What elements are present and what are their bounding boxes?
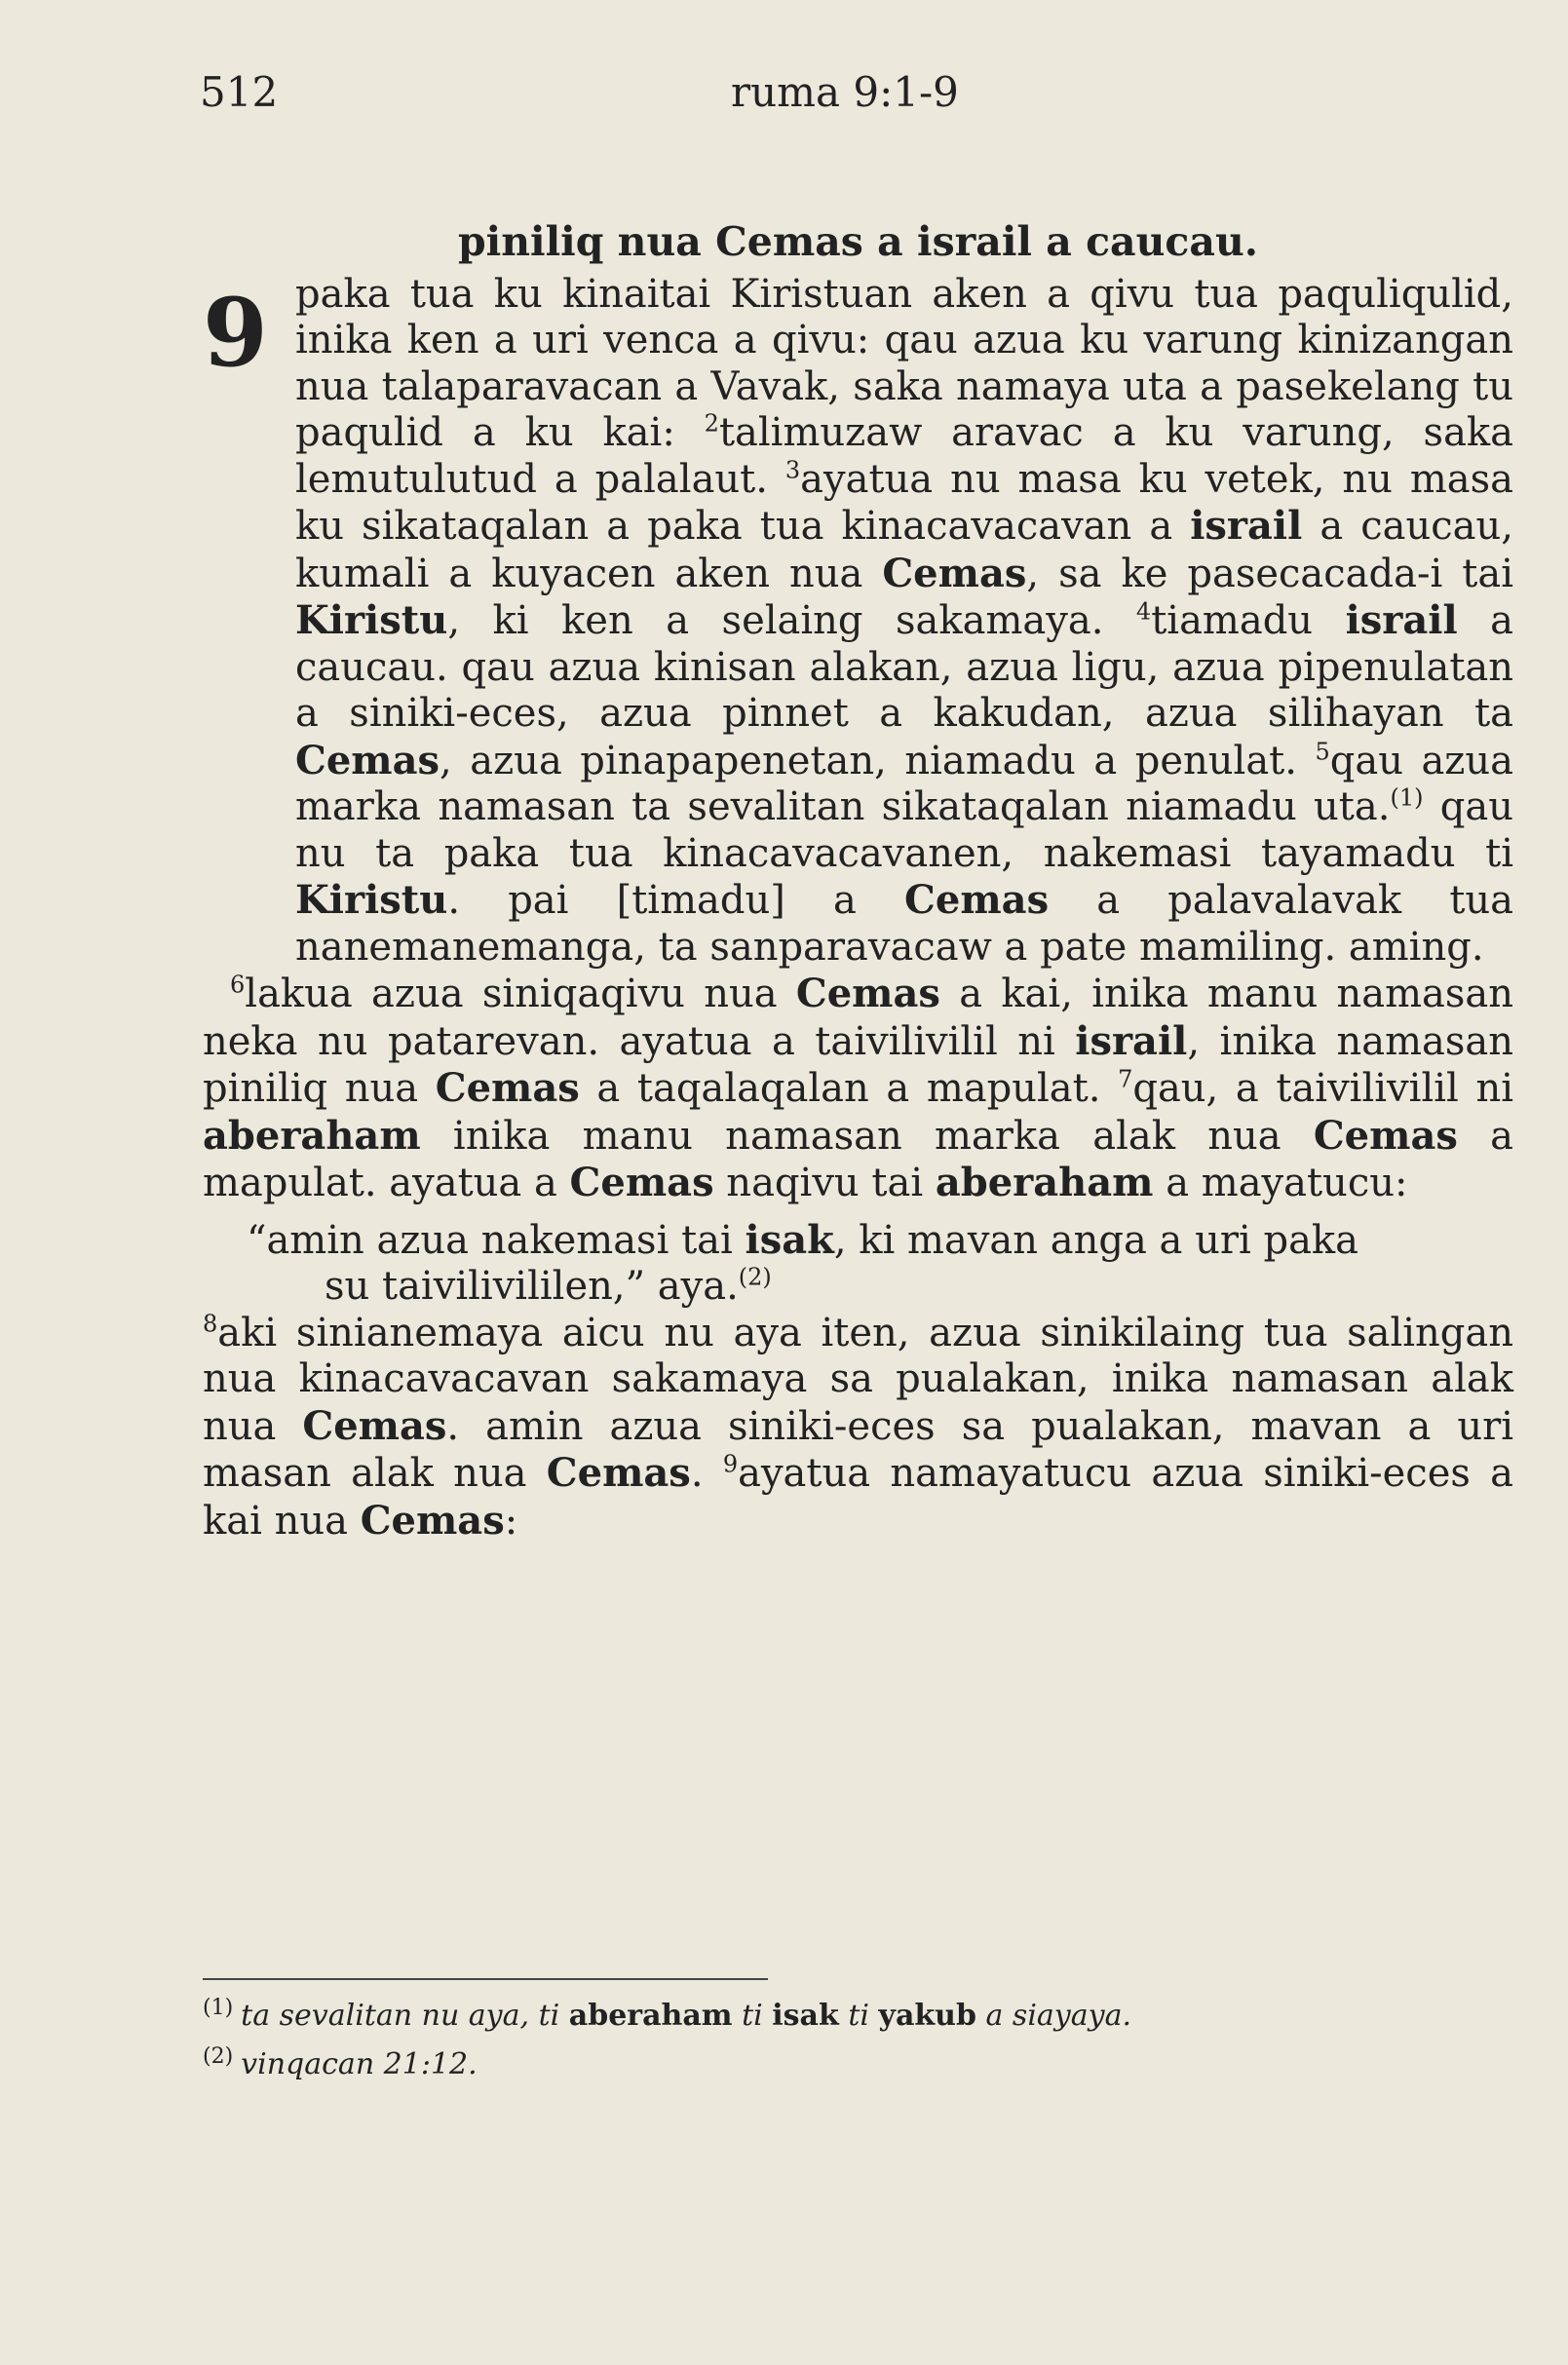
- footnotes: [203, 1978, 1372, 2085]
- verse-number: 3: [784, 456, 801, 484]
- body-text: [203, 219, 1513, 1545]
- paragraph-1: paka tua ku kinaitai Kiristuan aken a qivu tua paquliqulid, inika ken a uri venca a qivu: qau azua ku varung kinizangan nua talaparavacan a Vavak, saka namaya uta a pasekelang tu paqulid a ku kai: $^2$talimuzaw aravac a ku varung, saka lemutulutud a palalaut. $^3$ayatua nu masa ku vetek, nu masa ku sikataqalan a paka tua kinacavacavan a israil a caucau, kumali a kuyacen aken nua Cemas, sa ke pasecacada-i tai Kiristu, ki ken a selaing sakamaya. $^4$tiamadu israil a caucau. qau azua kinisan alakan, azua ligu, azua pipenulatan a siniki-eces, azua pinnet a kakudan, azua silihayan ta Cemas, azua pinapapenetan, niamadu a penulat. $^5$qau azua marka namasan ta sevalitan sikataqalan niamadu uta.$^{(1)}$ qau nu ta paka tua kinacavacavanen, nakemasi tayamadu ti Kiristu. pai [timadu] a Cemas a palavalavak tua nanemanemanga, ta sanparavacaw a pate mamiling. aming.: [295, 271, 1514, 970]
- chapter-block: [203, 272, 1513, 972]
- page-number: 512: [200, 68, 279, 116]
- quotation: “amin azua nakemasi tai isak, ki mavan anga a uri paka su taivilivililen,” aya.$^{(2)}$: [247, 1216, 1359, 1309]
- footnote-marker[interactable]: (2): [738, 1263, 772, 1291]
- footnote-divider: [203, 1978, 768, 1980]
- paragraph-2: $^6$lakua azua siniqaqivu nua Cemas a kai, inika manu namasan neka nu patarevan. ayatua a taivilivilil ni israil, inika namasan piniliq nua Cemas a taqalaqalan a mapulat. $^7$qau, a taivilivilil ni aberaham inika manu namasan marka alak nua Cemas a mapulat. ayatua a Cemas naqivu tai aberaham a mayatucu:: [203, 971, 1514, 1205]
- paragraph-3: $^8$aki sinianemaya aicu nu aya iten, azua sinikilaing tua salingan nua kinacavacavan sakamaya sa pualakan, inika namasan alak nua Cemas. amin azua siniki-eces sa pualakan, mavan a uri masan alak nua Cemas. $^9$ayatua namayatucu azua siniki-eces a kai nua Cemas:: [203, 1310, 1513, 1544]
- footnote-marker[interactable]: (1): [1390, 783, 1424, 812]
- verse-number: 2: [704, 409, 719, 438]
- running-title: ruma 9:1-9: [731, 68, 959, 116]
- verse-number: 9: [722, 1450, 739, 1478]
- chapter-number: 9: [203, 277, 268, 388]
- verse-number: 4: [1135, 597, 1152, 626]
- verse-number: 8: [203, 1310, 218, 1338]
- footnote-2: $^{(2)}$ vinqacan 21:12.: [203, 2044, 478, 2081]
- section-heading: piniliq nua Cemas a israil a caucau.: [457, 218, 1259, 265]
- footnote-1: $^{(1)}$ ta sevalitan nu aya, ti aberaham ti isak ti yakub a siayaya.: [203, 1996, 1132, 2033]
- verse-number: 6: [230, 971, 246, 999]
- verse-number: 5: [1315, 738, 1330, 766]
- verse-number: 7: [1118, 1065, 1133, 1093]
- page-header: [200, 68, 1379, 127]
